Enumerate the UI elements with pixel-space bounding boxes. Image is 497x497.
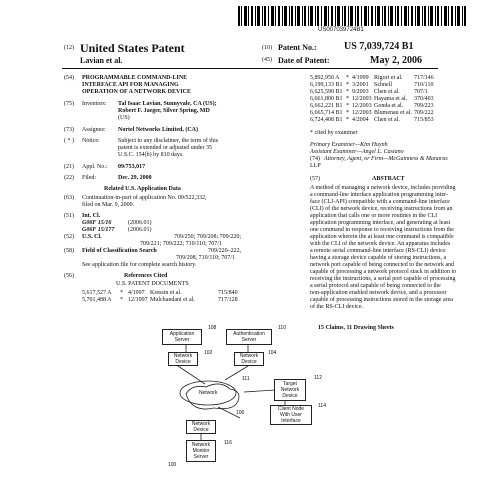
field-line-2: 709/208, 710/110; 707/1 <box>176 255 235 261</box>
network-device-box-right: Network Device <box>234 352 264 366</box>
ref-row-no: 6,199,133 B1 <box>310 82 343 88</box>
patent-no-code: (10) <box>262 45 272 51</box>
network-device-box-left: Network Device <box>168 352 198 366</box>
related-heading: Related U.S. Application Data <box>104 186 181 192</box>
ref-row-no: 6,665,714 B1 <box>310 110 343 116</box>
abstract-line: having a storage device capable of storing instructions, a <box>310 255 447 261</box>
refs-code: (56) <box>64 273 74 279</box>
ref-row-no: 6,625,590 B1 <box>310 89 343 95</box>
barcode-number: US007039724B1 <box>318 27 364 33</box>
ref-row-name: Rigori et al. <box>374 75 403 81</box>
intcl-code: (51) <box>64 213 74 219</box>
invention-title-line-2: INTERFACE API FOR MANAGING <box>82 82 179 88</box>
field-code: (58) <box>64 248 74 254</box>
ref-row-star: * <box>346 117 349 123</box>
assignee: Nortel Networks Limited, (CA) <box>118 127 198 133</box>
patent-title-heading: United States Patent <box>80 41 185 55</box>
abstract-line: application that calls one or more routines in the CLI <box>310 213 438 219</box>
uscl-label: U.S. Cl. <box>82 234 102 240</box>
ref-row-no: 5,892,950 A <box>310 75 340 81</box>
ref-106: 106 <box>236 410 245 416</box>
intcl-class-1: G06F 15/16 <box>82 220 112 226</box>
ref-row-star: * <box>346 82 349 88</box>
authentication-server-box: Authentication Server <box>226 329 272 345</box>
inventors-label: Inventors: <box>82 101 107 107</box>
title-code: (54) <box>64 75 74 81</box>
ref-row-name: Kressin et al. <box>150 290 182 296</box>
filed-date: Dec. 29, 2000 <box>118 175 152 181</box>
assignee-code: (73) <box>64 127 74 133</box>
abstract-line: application wherein the at least one command is compatible <box>310 234 454 240</box>
abstract-line: A method of managing a network device, includes providing <box>310 185 456 191</box>
intcl-label: Int. Cl. <box>82 213 101 219</box>
notice-label: Notice: <box>82 138 100 144</box>
ref-row-date: 12/2003 <box>352 110 372 116</box>
ref-102: 102 <box>204 350 213 356</box>
ref-row-date: 3/2001 <box>352 82 369 88</box>
intcl-ver-2: (2006.01) <box>128 227 152 233</box>
field-line-1: 709/220–222, <box>208 248 242 254</box>
ref-row-star: * <box>346 110 349 116</box>
date-code: (45) <box>262 57 272 63</box>
ref-row-date: 4/2004 <box>352 117 369 123</box>
invention-title-line-3: OPERATION OF A NETWORK DEVICE <box>82 89 192 95</box>
cont-line-2: filed on Mar. 9, 2000. <box>82 202 135 208</box>
ref-row-date: 12/1997 <box>128 297 148 303</box>
refs-subheading: U.S. PATENT DOCUMENTS <box>116 281 189 287</box>
ref-row-cls: 717/146 <box>414 75 434 81</box>
appl-label: Appl. No.: <box>82 164 108 170</box>
appl-code: (21) <box>64 164 74 170</box>
abstract-code: (57) <box>310 176 320 182</box>
ref-row-star: * <box>120 297 123 303</box>
abstract-line: a remote serial command-line interface (RS-CLI) device <box>310 248 446 254</box>
abstract-line: non-application enabled network device, and a processor <box>310 290 447 296</box>
attorney-code: (74) <box>310 156 320 162</box>
notice-line-2: patent is extended or adjusted under 35 <box>118 145 212 151</box>
ref-row-date: 9/2003 <box>352 89 369 95</box>
abstract-line: capable of processing instructions stored in the storage area <box>310 297 453 303</box>
ref-111: 111 <box>242 376 250 382</box>
network-monitor-server-box: Network Monitor Server <box>186 440 216 462</box>
abstract-line: with the CLI of the network device. An apparatus includes <box>310 241 451 247</box>
invention-title-line-1: PROGRAMMABLE COMMAND-LINE <box>82 75 188 81</box>
ref-row-class: 715/840 <box>218 290 238 296</box>
uscl-code: (52) <box>64 234 74 240</box>
attorney-line-2: LLP <box>310 163 321 169</box>
ref-104: 104 <box>268 350 277 356</box>
application-server-box: Application Server <box>162 329 202 345</box>
notice-code: ( * ) <box>64 138 74 144</box>
abstract-heading: ABSTRACT <box>372 176 405 182</box>
ref-row-cls: 709/223 <box>414 103 434 109</box>
patent-no: US 7,039,724 B1 <box>344 41 414 52</box>
filed-code: (22) <box>64 175 74 181</box>
ref-row-star: * <box>346 75 349 81</box>
ref-row-date: 4/1997 <box>128 290 145 296</box>
ref-116: 116 <box>224 440 232 446</box>
inventors-line-3: (US) <box>118 115 130 121</box>
patent-date: May 2, 2006 <box>370 55 422 66</box>
date-label: Date of Patent: <box>278 56 330 65</box>
abstract-line: network port capable of being connected to the network and <box>310 262 455 268</box>
appl-no: 09/753,017 <box>118 164 146 170</box>
field-label: Field of Classification Search <box>82 248 157 254</box>
abstract-line: capable of processing a network protocol stack in addition to <box>310 269 457 275</box>
network-device-box-bottom: Network Device <box>186 420 216 434</box>
ref-row-date: 12/2003 <box>352 96 372 102</box>
ref-row-no: 5,617,527 A <box>82 290 112 296</box>
client-node-box: Client Node With User Interface <box>270 405 312 425</box>
ref-row-star: * <box>346 89 349 95</box>
abstract-line: a serial protocol and capable of being connected to the <box>310 283 441 289</box>
ref-108: 108 <box>208 325 217 331</box>
ref-row-date: 4/1999 <box>352 75 369 81</box>
ref-row-date: 12/2003 <box>352 103 372 109</box>
abstract-line: of the RS-CLI device. <box>310 304 363 310</box>
abstract-line: receiving the instructions, a serial port capable of processing <box>310 276 456 282</box>
ref-row-no: 5,701,488 A <box>82 297 112 303</box>
doc-kind-code: (12) <box>64 45 74 51</box>
uscl-line-1: 709/250; 709/208; 709/220; <box>174 234 242 240</box>
ref-row-name: Chen et al. <box>374 89 400 95</box>
ref-row-name: Gonda et al. <box>374 103 404 109</box>
network-cloud-label: Network <box>199 390 218 396</box>
ref-row-cls: 709/222 <box>414 110 434 116</box>
abstract-line: application programming interface, and generating at least <box>310 220 451 226</box>
ref-row-no: 6,724,408 B1 <box>310 117 343 123</box>
ref-row-star: * <box>346 96 349 102</box>
ref-row-name: Hayama et al. <box>374 96 408 102</box>
uscl-line-2: 709/221; 709/222; 710/110; 707/1 <box>140 241 222 247</box>
ref-110: 110 <box>278 325 286 331</box>
primary-examiner: Primary Examiner—Kim Huynh <box>310 142 388 148</box>
ref-row-class: 717/128 <box>218 297 238 303</box>
ref-100: 100 <box>168 462 177 468</box>
inventors-line-1: Tal Isaac Lavian, Sunnyvale, CA (US); <box>118 101 217 107</box>
ref-row-cls: 707/1 <box>414 89 428 95</box>
abstract-line: one command in response to receiving instructions from the <box>310 227 454 233</box>
assignee-label: Assignee: <box>82 127 106 133</box>
cont-code: (63) <box>64 195 74 201</box>
intcl-ver-1: (2006.01) <box>128 220 152 226</box>
field-note: See application file for complete search history. <box>82 262 197 268</box>
ref-row-cls: 370/403 <box>414 96 434 102</box>
target-network-device-box: Target Network Device <box>274 379 306 401</box>
inventor-short: Lavian et al. <box>80 56 123 65</box>
filed-label: Filed: <box>82 175 97 181</box>
ref-row-no: 6,662,221 B1 <box>310 103 343 109</box>
ref-row-cls: 710/110 <box>414 82 434 88</box>
abstract-line: (CLI) of the network device, receiving instructions from an <box>310 206 453 212</box>
ref-row-star: * <box>346 103 349 109</box>
ref-114: 114 <box>318 403 326 409</box>
inventors-code: (75) <box>64 101 74 107</box>
cited-note: * cited by examiner <box>310 130 358 136</box>
inventors-line-2: Robert F. Jaeger, Silver Spring, MD <box>118 108 210 114</box>
ref-row-name: Mulchandani et al. <box>150 297 195 303</box>
ref-row-name: Schnell <box>374 82 392 88</box>
attorney-line-1: Attorney, Agent, or Firm—McGuinness & Manaras <box>324 156 448 162</box>
ref-row-name: Blumenau et al. <box>374 110 412 116</box>
intcl-class-2: G06F 15/177 <box>82 227 115 233</box>
notice-line-3: U.S.C. 154(b) by 810 days. <box>118 152 184 158</box>
assistant-examiner: Assistant Examiner—Angel L. Casiano <box>310 149 404 155</box>
abstract-line: a command-line interface application programming inter- <box>310 192 448 198</box>
claims-summary: 15 Claims, 11 Drawing Sheets <box>318 325 394 331</box>
ref-row-cls: 715/853 <box>414 117 434 123</box>
ref-row-star: * <box>120 290 123 296</box>
cont-line-1: Continuation-in-part of application No. 09/522,332, <box>82 195 207 201</box>
ref-row-no: 6,661,800 B1 <box>310 96 343 102</box>
patent-no-label: Patent No.: <box>278 43 317 52</box>
ref-row-name: Chen et al. <box>374 117 400 123</box>
notice-line-1: Subject to any disclaimer, the term of this <box>118 138 219 144</box>
refs-heading: References Cited <box>124 273 168 279</box>
ref-112: 112 <box>314 375 322 381</box>
abstract-line: face (CLI-API) compatible with a command-line interface <box>310 199 450 205</box>
